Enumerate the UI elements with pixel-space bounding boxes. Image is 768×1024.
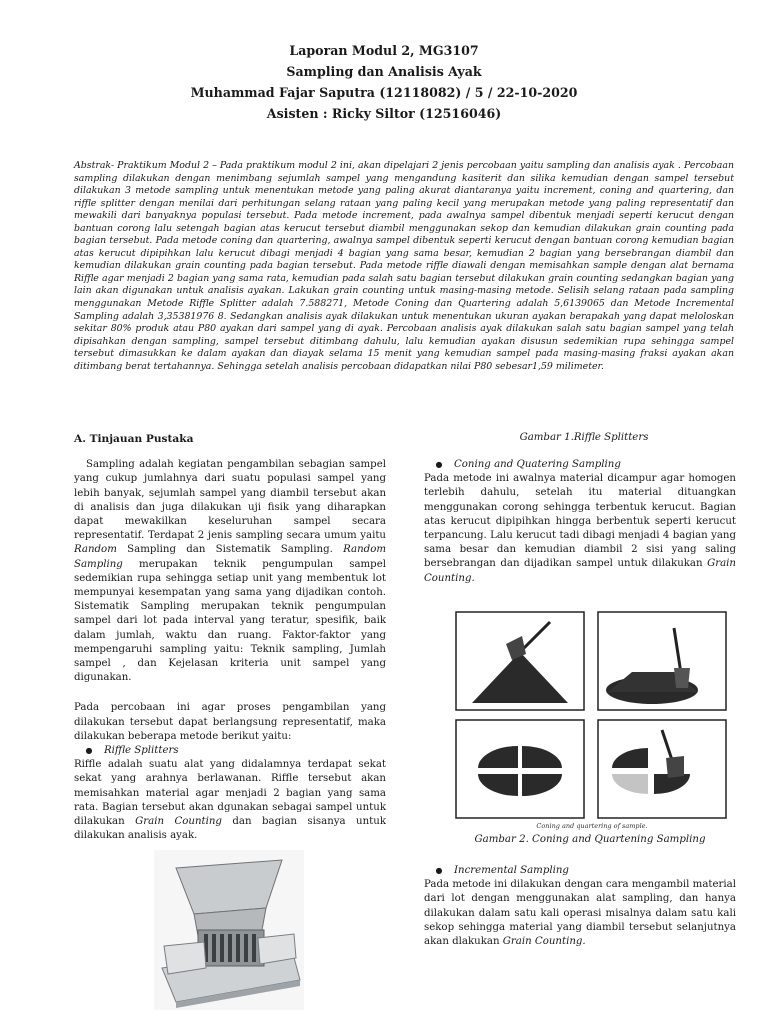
paragraph-methods: Pada percobaan ini agar proses pengambilan yang dilakukan tersebut dapat berlangsung representatif, maka dilakukan beberapa metode berikut yaitu: — [74, 702, 386, 742]
section-title: A. Tinjauan Pustaka — [74, 433, 194, 445]
figure1-caption: Gambar 1.Riffle Splitters — [519, 432, 649, 443]
report-title: Laporan Modul 2, MG3107 — [289, 43, 479, 58]
bullet-riffle: ● Riffle Splitters — [74, 744, 386, 758]
bullet-incremental: ● Incremental Sampling — [424, 864, 736, 878]
bullet-coning: ● Coning and Quatering Sampling — [424, 458, 736, 472]
paragraph-incremental: Pada metode ini dilakukan dengan cara mengambil material dari lot dengan menggunakan alat sampling, dan hanya dilakukan dalam satu kali operasi misalnya dalam satu kali sekop sehingga material yang diambil tersebut selanjutnya akan dlakukan Grain Counting. — [424, 879, 736, 948]
paper-header — [0, 40, 768, 124]
left-column — [74, 432, 386, 843]
paragraph-riffle: Riffle adalah suatu alat yang didalamnya terdapat sekat sekat yang arahnya berlawanan. Riffle tersebut akan memisahkan material agar menjadi 2 bagian yang sama rata. Bagian tersebut akan dgunakan sebagai sampel untuk dilakukan Grain Counting dan bagian sisanya untuk dilakukan analisis ayak. — [74, 759, 387, 842]
assistant-line: Asisten : Ricky Siltor (12516046) — [266, 106, 502, 121]
author-line: Muhammad Fajar Saputra (12118082) / 5 / 22-10-2020 — [190, 85, 578, 100]
coning-quartering-image — [452, 608, 732, 832]
bullet-dot-icon: ● — [435, 460, 443, 469]
right-column-top — [424, 458, 736, 586]
report-subtitle: Sampling dan Analisis Ayak — [286, 64, 482, 79]
right-column-bottom — [424, 864, 736, 949]
bullet-dot-icon: ● — [85, 746, 93, 756]
abstract: Abstrak- Praktikum Modul 2 – Pada praktikum modul 2 ini, akan dipelajari 2 jenis percobaan yaitu sampling dan analisis ayak . Percobaan sampling dilakukan dengan menimbang sejumlah sampel yang mengandung kasiterit dan silika kemudian dengan sampel tersebut dilakukan 3 metode sampling untuk menentukan metode yang paling akurat diantaranya yaitu increment, coning and quartering, dan riffle splitter dengan menilai dari perhitungan selang rataan yang paling kecil yang merupakan metode yang paling representatif dan mewakili dari banyaknya populasi tersebut. Pada metode increment, pada awalnya sampel dibentuk menjadi seperti kerucut dengan bantuan corong lalu setengah bagian atas kerucut tersebut diambil menggunakan sekop dan kemudian dilakukan grain counting pada bagian tersebut. Pada metode coning dan quartering, awalnya sampel dibentuk seperti kerucut dengan bantuan corong kemudian bagian atas kerucut dipipihkan lalu kerucut dibagi menjadi 4 bagian yang sama besar, kemudian 2 bagian yang bersebrangan diambil dan kemudian dilakukan grain counting pada bagian tersebut. Pada metode riffle diawali dengan memisahkan sample dengan alat bernama Riffle agar menjadi 2 bagian yang sama rata, kemudian pada salah satu bagian tersebut dilakukan grain counting sedangkan bagian yang lain akan digunakan untuk analisis ayakan. Lakukan grain counting untuk masing-masing metode. Selisih selang rataan pada sampling menggunakan Metode Riffle Splitter adalah 7.588271, Metode Coning dan Quartering adalah 5,6139065 dan Metode Incremental Sampling adalah 3,35381976 8. Sedangkan analisis ayak dilakukan untuk menentukan ukuran ayakan berapakah yang dapat meloloskan sekitar 80% produk atau P80 ayakan dari sampel yang di ayak. Percobaan analisis ayak dilakukan salah satu bagian sampel yang telah dipisahkan dengan sampling, sampel tersebut ditimbang dahulu, lalu kemudian ayakan disusun sedemikian rupa sehingga sampel tersebut dimasukkan ke dalam ayakan dan diayak selama 15 menit yang kemudian sampel pada masing-masing fraksi ayakan akan ditimbang berat tertahannya. Sehingga setelah analisis percobaan didapatkan nilai P80 sebesar1,59 milimeter. — [74, 160, 734, 372]
bullet-dot-icon: ● — [435, 866, 443, 875]
paragraph-coning: Pada metode ini awalnya material dicampur agar homogen terlebih dahulu, setelah itu material dituangkan menggunakan corong sehingga terbentuk kerucut. Bagian atas kerucut dipipihkan hingga berbentuk seperti kerucut terpancung. Lalu kerucut tadi dibagi menjadi 4 bagian yang sama besar dan kemudian diambil 2 sisi yang saling bersebrangan dan dijadikan sampel untuk dilakukan Grain Counting. — [424, 473, 736, 584]
riffle-splitter-image — [154, 850, 304, 1010]
figure2-caption: Gambar 2. Coning and Quartening Sampling — [474, 834, 706, 845]
paragraph-intro: Sampling adalah kegiatan pengambilan sebagian sampel yang cukup jumlahnya dari suatu populasi sampel yang lebih banyak, sejumlah sampel yang diambil tersebut akan di analisis dan juga dilakukan uji fisik yang diharapkan dapat mewakilkan keseluruhan sampel secara representatif. Terdapat 2 jenis sampling secara umum yaitu Random Sampling dan Sistematik Sampling. Random Sampling merupakan teknik pengumpulan sampel sedemikian rupa sehingga setiap unit yang membentuk lot mempunyai kesempatan yang sama yang dijadikan contoh. Sistematik Sampling merupakan teknik pengumpulan sampel dari lot pada interval yang teratur, spesifik, baik dalam jumlah, waktu dan ruang. Faktor-faktor yang mempengaruhi sampling yaitu: Teknik sampling, Jumlah sampel , dan Kejelasan kriteria unit sampel yang digunakan. — [74, 459, 386, 684]
figure2-inner-caption: Coning and quartering of sample. — [536, 822, 648, 830]
